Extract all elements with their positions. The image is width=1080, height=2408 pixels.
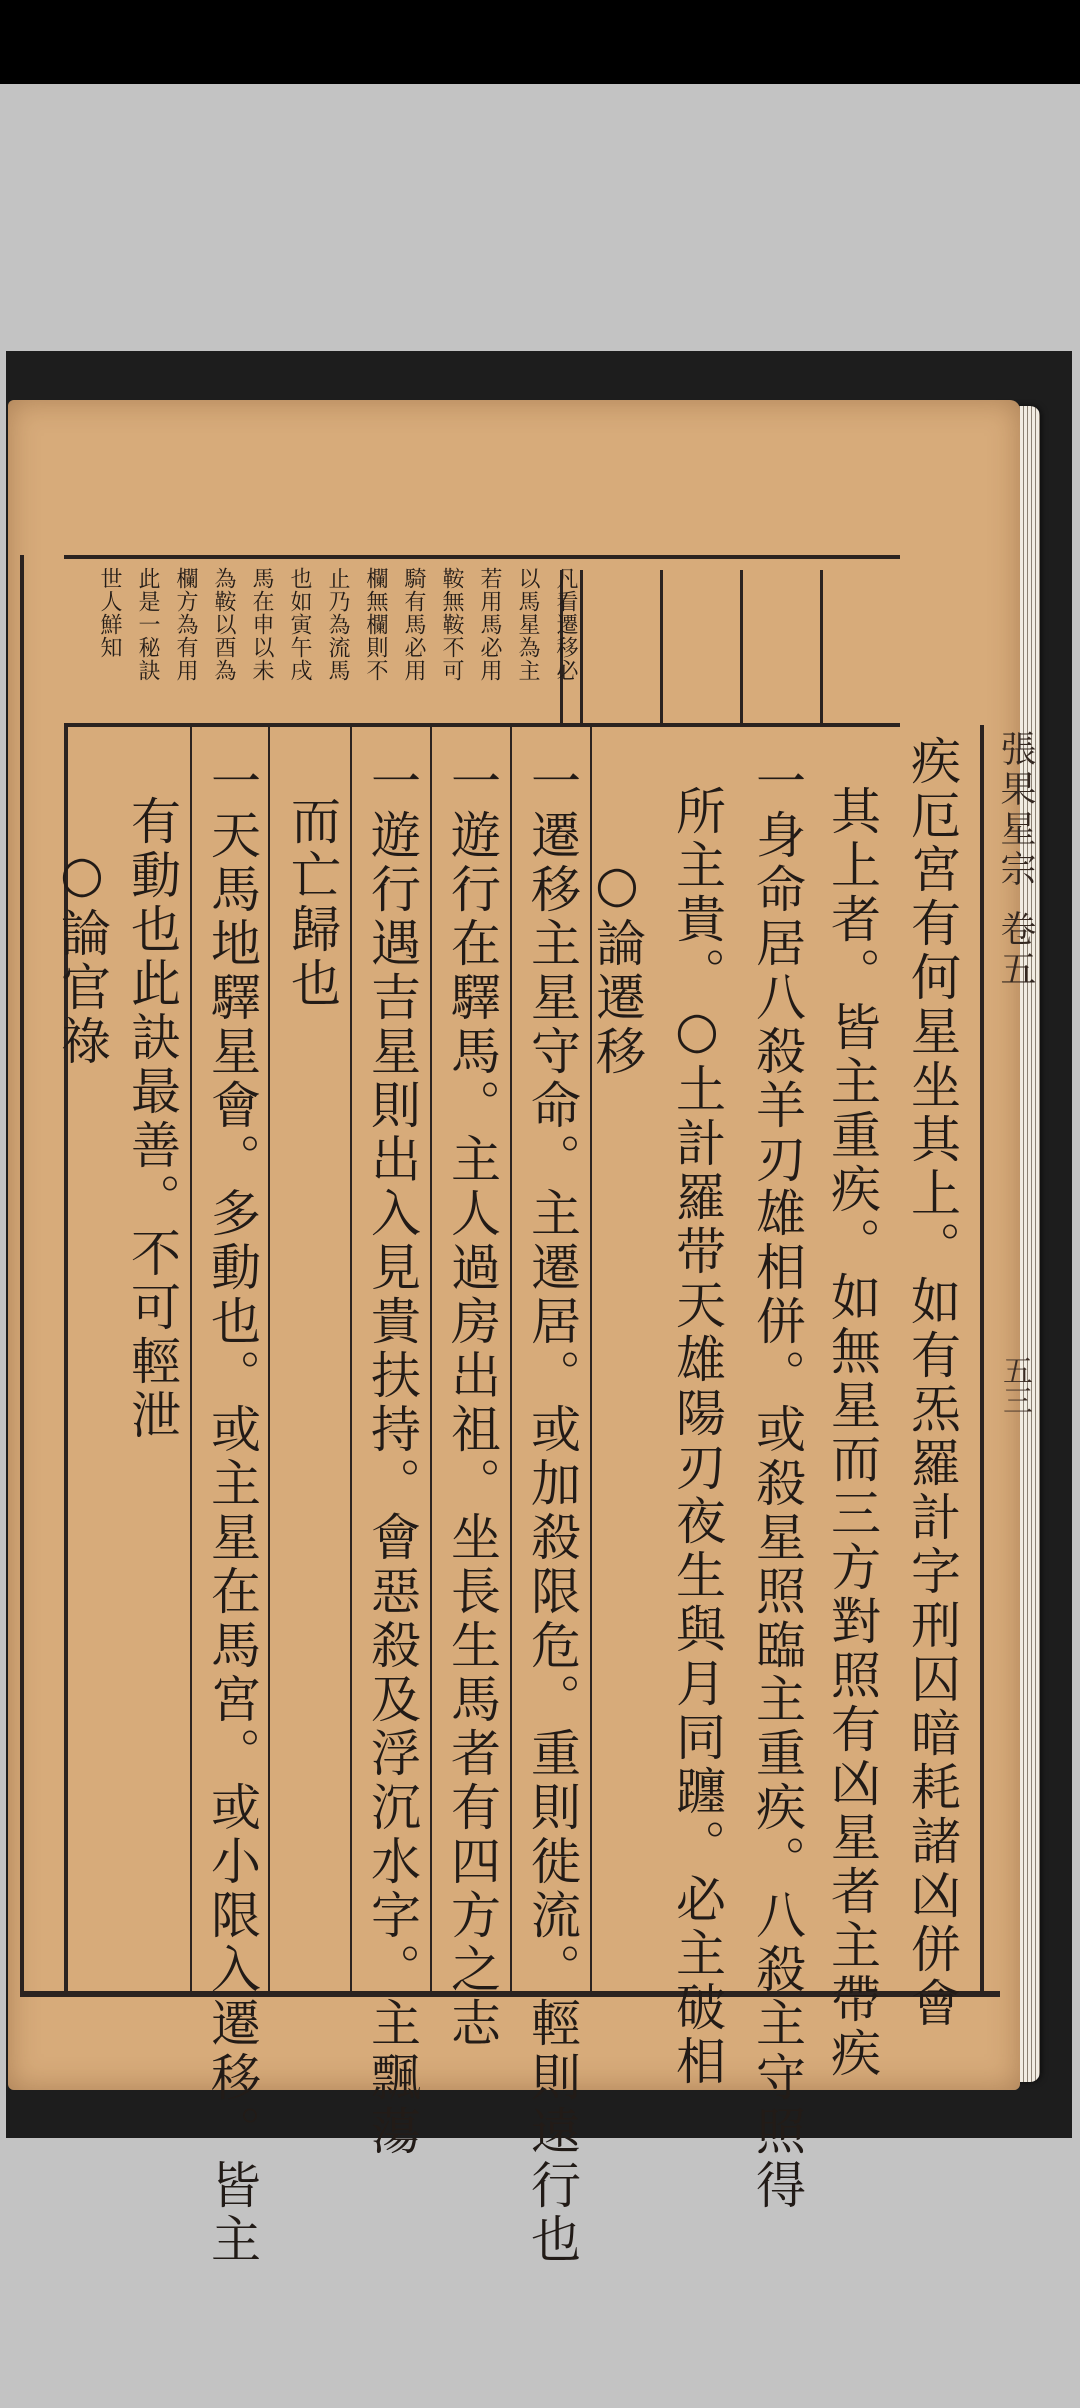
note-column: 凡看遷移必 <box>553 567 578 682</box>
note-column: 欄方為有用 <box>173 567 198 682</box>
text-column: 一天馬地驛星會。多動也。或主星在馬宮。或小限入遷移。皆主 <box>203 755 261 2267</box>
section-heading: ○論官祿 <box>53 845 111 1069</box>
register-divider <box>660 570 663 725</box>
note-column: 也如寅午戌 <box>287 567 312 682</box>
text-column: 一遷移主星守命。主遷居。或加殺限危。重則徙流。輕則遠行也 <box>523 755 581 2267</box>
column-rule <box>350 725 352 1991</box>
note-column: 止乃為流馬 <box>325 567 350 682</box>
note-column: 若用馬必用 <box>477 567 502 682</box>
text-column: 一遊行遇吉星則出入見貴扶持。會惡殺及浮沉水字。主飄蕩 <box>363 755 421 2159</box>
status-bar <box>0 0 1080 84</box>
page-text-frame <box>20 555 1036 2267</box>
register-divider <box>820 570 823 725</box>
note-column: 馬在申以未 <box>249 567 274 682</box>
note-column: 鞍無鞍不可 <box>439 567 464 682</box>
section-heading: ○論遷移 <box>588 855 646 1079</box>
folio-title: 張果星宗 <box>995 730 1036 890</box>
text-column: 所主貴。○土計羅带天雄陽刃夜生與月同躔。必主破相 <box>668 785 726 2089</box>
page-number: 五三 <box>997 1355 1032 1415</box>
note-column: 此是一秘訣 <box>135 567 160 682</box>
column-rule <box>190 725 192 1991</box>
column-rule <box>510 725 512 1991</box>
text-column: 疾厄宮有何星坐其上。如有炁羅計字刑囚暗耗諸凶併會 <box>903 735 961 2031</box>
text-column: 一身命居八殺羊刃雄相併。或殺星照臨主重疾。八殺主守照得 <box>748 755 806 2213</box>
column-rule <box>268 725 270 1991</box>
column-rule <box>430 725 432 1991</box>
note-column: 以馬星為主 <box>515 567 540 682</box>
note-column: 為鞍以酉為 <box>211 567 236 682</box>
folio-rule <box>980 725 984 1991</box>
left-border-rule <box>20 555 24 1995</box>
text-column: 有動也此訣最善。不可輕泄 <box>123 795 181 1443</box>
note-column: 騎有馬必用 <box>401 567 426 682</box>
volume-label: 卷五 <box>995 910 1036 990</box>
register-divider <box>740 570 743 725</box>
text-column: 一遊行在驛馬。主人過房出祖。坐長生馬者有四方之志 <box>443 755 501 2051</box>
top-border-rule <box>64 555 900 559</box>
note-column: 世人鮮知 <box>97 567 122 659</box>
text-column: 而亡歸也 <box>283 795 341 1011</box>
note-column: 欄無欄則不 <box>363 567 388 682</box>
register-divider <box>580 570 583 725</box>
text-column: 其上者。皆主重疾。如無星而三方對照有凶星者主帶疾 <box>823 785 881 2081</box>
